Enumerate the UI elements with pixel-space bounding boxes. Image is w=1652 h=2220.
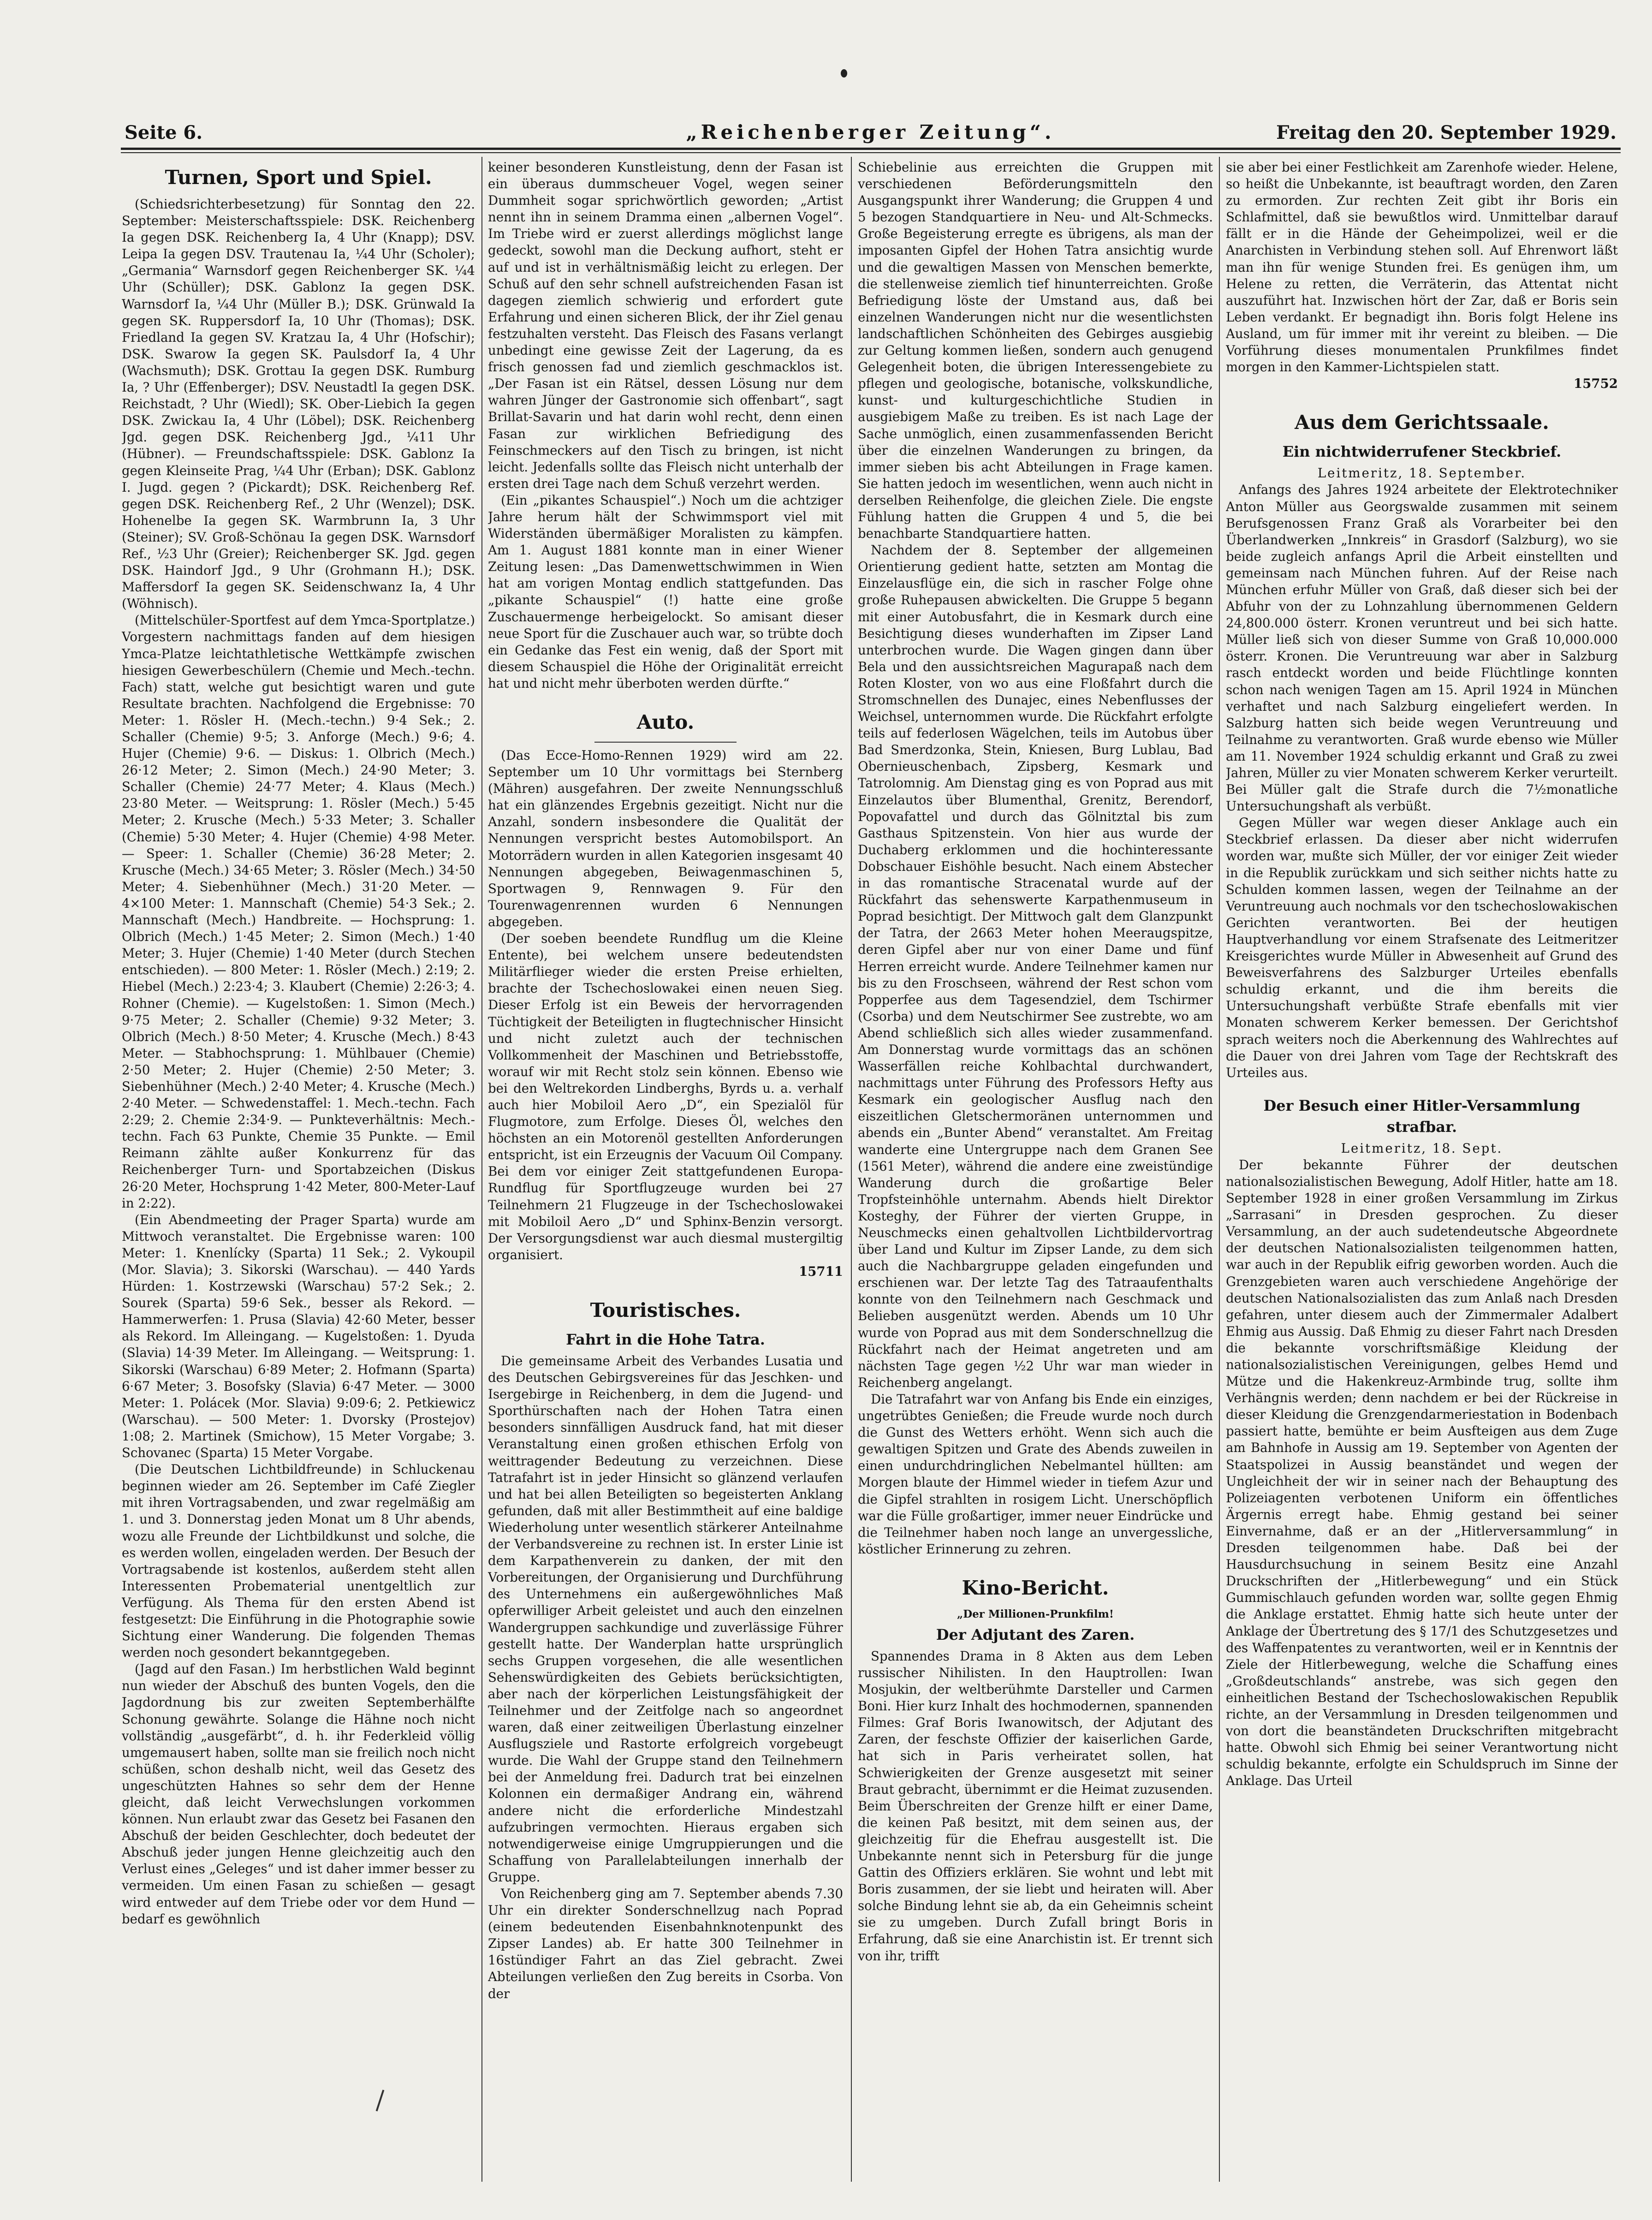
article-paragraph: Nachdem der 8. September der allgemeinen Orientierung gedient hatte, setzten am Montag die Einzelausflüge ein, die sich in rascher Folge ohne große Ruhepausen abwickelten. Die Gruppe 5 begann mit einer Autobusfahrt, die in Kesmark durch eine Besichtigung dieses wunderhaften im Zipser Land unterbrochen wurde. Die Wagen gingen dann über Bela und den aussichtsreichen Magurapaß nach dem Roten Kloster, von wo aus eine Floßfahrt durch die Stromschnellen des Dunajec, eines Nebenflusses der Weichsel, unternommen wurde. Die Rückfahrt erfolgte teils auf federlosen Wägelchen, teils im Autobus über Bad Smerdzonka, Stein, Kniesen, Burg Lublau, Bad Obernieuschenbach, Zipsberg, Kesmark und Tatrolomnig. Am Dienstag ging es von Poprad aus mit Einzelautos über Blumenthal, Grenitz, Berendorf, Popovafattel und durch das Gölnitztal bis zum Gasthaus Spitzenstein. Von hier aus wurde der Duchaberg erklommen und die hochinteressante Dobschauer Eishöhle besucht. Nach einem Abstecher in das romantische Stracenatal wurde auf der Rückfahrt das sehenswerte Karpathenmuseum in Poprad besichtigt. Der Mittwoch galt dem Glanzpunkt der Tatra, der 2663 Meter hohen Meeraugspitze, deren Gipfel aber nur von einer Dame und fünf Herren erreicht wurde. Andere Teilnehmer kamen nur bis zu den Froschseen, während der Rest schon vom Popperfee aus dem Tagesendziel, dem Tschirmer (Csorba) und dem Neutschirmer See zustrebte, wo am Abend schließlich sich alles wieder zusammenfand. Am Donnerstag wurde vormittags das an schönen Wasserfällen reiche Kohlbachtal durchwandert, nachmittags unter Führung des Professors Hefty aus Kesmark ein geologischer Ausflug nach den eiszeitlichen Gletschermoränen unternommen und abends ein „Bunter Abend“ veranstaltet. Am Freitag wanderte eine Untergruppe nach dem Granen See (1561 Meter), während die andere eine zweistündige Wanderung durch die großartige Beler Tropfsteinhöhle unternahm. Abends hielt Direktor Kosteghy, der Führer der vierten Gruppe, in Neuschmecks einen gehaltvollen Lichtbildervortrag über Land und Kultur im Zipser Lande, zu dem sich auch die Nachbargruppe geladen eingefunden und erschienen war. Der letzte Tag des Tatraaufenthalts konnte von den Teilnehmern nach Geschmack und Belieben ausgenützt werden. Abends um 10 Uhr wurde von Poprad aus mit dem Sonderschnellzug die Rückfahrt nach der Heimat angetreten und am nächsten Tage gegen ½2 Uhr war man wieder in Reichenberg angelangt. [858, 542, 1213, 1390]
article-paragraph: Der bekannte Führer der deutschen nationalsozialistischen Bewegung, Adolf Hitler, hatte am 18. September 1928 in einer großen Versammlung im Zirkus „Sarrasani“ in Dresden gesprochen. Zu dieser Versammlung, an der auch sudetendeutsche Abgeordnete der deutschen Nationalsozialisten teilgenommen hatten, war auch in der Republik eifrig geworben worden. Auch die Grenzgebieten waren auch verschiedene Angehörige der deutschen Nationalsozialisten das zum Anlaß nach Dresden gefahren, unter diesem auch der Zimmermaler Adalbert Ehmig aus Aussig. Daß Ehmig zu dieser Fahrt nach Dresden die bekannte vorschriftsmäßige Kleidung der nationalsozialistischen Vereinigungen, gelbes Hemd und Mütze und die Hakenkreuz-Armbinde trug, sollte ihm Verhängnis werden; denn nachdem er bei der Rückreise in dieser Kleidung die Grenzgendarmeriestation in Bodenbach passiert hatte, bemühte er beim Ausfteigen aus dem Zuge am Bahnhofe in Aussig am 19. September von Agenten der Staatspolizei in Aussig beanständet und wegen der Ungleichheit der wir in seiner nach der Behauptung des Polizeiagenten verbotenen Uniform ein öffentliches Ärgernis erregt habe. Ehmig gestand bei seiner Einvernahme, daß er an der „Hitlerversammlung“ in Dresden teilgenommen habe. Daß bei der Hausdurchsuchung in seinem Besitz eine Anzahl Druckschriften der „Hitlerbewegung“ und ein Stück Gummischlauch gefunden worden war, sollte gegen Ehmig die Anklage erstattet. Ehmig hatte sich heute unter der Anklage der Übertretung des § 17/1 des Schutzgesetzes und des Waffenpatentes zu verantworten, weil er in Kenntnis der Ziele der Hitlerbewegung, welche die Schaffung eines „Großdeutschlands“ anstrebe, was sich gegen den einheitlichen Bestand der Tschechoslowakischen Republik richte, an der Versammlung in Dresden teilgenommen und von dort die beanständeten Druckschriften mitgebracht hatte. Obwohl sich Ehmig bei seiner Verantwortung nicht schuldig bekannte, erfolgte ein Schuldspruch im Sinne der Anklage. Das Urteil [1226, 1157, 1618, 1789]
article-headline: Der Adjutant des Zaren. [936, 1625, 1135, 1643]
article-paragraph: (Das Ecce-Homo-Rennen 1929) wird am 22. September um 10 Uhr vormittags bei Sternberg (Mähren) ausgefahren. Der zweite Nennungsschluß hat ein glänzendes Ergebnis gezeitigt. Nicht nur die Anzahl, sondern insbesondere die Qualität der Nennungen verspricht bestes Automobilsport. An Motorrädern wurden in allen Kategorien insgesamt 40 Nennungen abgegeben, Beiwagenmaschinen 5, Sportwagen 9, Rennwagen 9. Für den Tourenwagenrennen wurden 6 Nennungen abgegeben. [488, 748, 843, 929]
article-paragraph: Die Tatrafahrt war von Anfang bis Ende ein einziges, ungetrübtes Genießen; die Freude wurde noch durch die Gunst des Wetters erhöht. Wenn sich auch die gewaltigen Spitzen und Grate des Abends zuweilen in einen undurchdringlichen Nebelmantel hüllten: am Morgen blaute der Himmel wieder in tiefem Azur und die Gipfel strahlten in rosigem Licht. Unerschöpflich war die Fülle großartiger, immer neuer Eindrücke und die Teilnehmer haben noch lange an unvergessliche, köstlicher Erinnerung zu zehren. [858, 1391, 1213, 1557]
column-4 [1226, 159, 1618, 2175]
section-heading-sport: Turnen, Sport und Spiel. [165, 166, 432, 189]
article-paragraph: (Mittelschüler-Sportfest auf dem Ymca-Sportplatze.) Vorgestern nachmittags fanden auf dem hiesigen Ymca-Platze leichtathletische Wettkämpfe zwischen hiesigen Gewerbeschülern (Chemie und Mech.-techn. Fach) statt, welche gut besichtigt waren und gute Resultate brachten. Nachfolgend die Ergebnisse: 70 Meter: 1. Rösler H. (Mech.-techn.) 9·4 Sek.; 2. Schaller (Chemie) 9·5; 3. Anforge (Mech.) 9·6; 4. Hujer (Chemie) 9·6. — Diskus: 1. Olbrich (Mech.) 26·12 Meter; 2. Simon (Mech.) 24·90 Meter; 3. Schaller (Chemie) 24·77 Meter; 4. Klaus (Mech.) 23·80 Meter. — Weitsprung: 1. Rösler (Mech.) 5·45 Meter; 2. Krusche (Mech.) 5·33 Meter; 3. Schaller (Chemie) 5·30 Meter; 4. Hujer (Chemie) 4·98 Meter. — Speer: 1. Schaller (Chemie) 36·28 Meter; 2. Krusche (Mech.) 34·65 Meter; 3. Rösler (Mech.) 34·50 Meter; 4. Siebenhühner (Mech.) 31·20 Meter. — 4×100 Meter: 1. Mannschaft (Chemie) 54·3 Sek.; 2. Mannschaft (Mech.) Handbreite. — Hochsprung: 1. Olbrich (Mech.) 1·45 Meter; 2. Simon (Mech.) 1·40 Meter; 3. Hujer (Chemie) 1·40 Meter (durch Stechen entschieden). — 800 Meter: 1. Rösler (Mech.) 2:19; 2. Hiebel (Mech.) 2:23·4; 3. Klaubert (Chemie) 2:26·3; 4. Rohner (Chemie). — Kugelstoßen: 1. Simon (Mech.) 9·75 Meter; 2. Schaller (Chemie) 9·32 Meter; 3. Olbrich (Mech.) 8·50 Meter; 4. Krusche (Mech.) 8·43 Meter. — Stabhochsprung: 1. Mühlbauer (Chemie) 2·50 Meter; 2. Hujer (Chemie) 2·50 Meter; 3. Siebenhühner (Mech.) 2·40 Meter; 4. Krusche (Mech.) 2·40 Meter. — Schwedenstaffel: 1. Mech.-techn. Fach 2:29; 2. Chemie 2:34·9. — Punkteverhältnis: Mech.-techn. Fach 63 Punkte, Chemie 35 Punkte. — Emil Reimann zählte außer Konkurrenz für das Reichenberger Turn- und Sportabzeichen (Diskus 26·20 Meter, Hochsprung 1·42 Meter, 800-Meter-Lauf in 2:22). [122, 613, 475, 1211]
article-paragraph: Anfangs des Jahres 1924 arbeitete der Elektrotechniker Anton Müller aus Georgswalde zusammen mit seinem Berufsgenossen Franz Graß als Vorarbeiter bei den Überlandwerken „Innkreis“ in Grasdorf (Salzburg), wo sie beide zugleich anfangs April die Arbeit einstellten und gemeinsam nach München fuhren. Auf der Reise nach München erfuhr Müller von Graß, daß dieser sich bei der Abfuhr von der zu Lohnzahlung übernommenen Geldern 24,800.000 österr. Kronen veruntreut und bei sich hatte. Müller ließ sich von dieser Summe von Graß 10,000.000 österr. Kronen. Die Veruntreuung war aber in Salzburg rasch entdeckt worden und beide Flüchtlinge konnten schon nach wenigen Tagen am 15. April 1924 in München verhaftet und nach Salzburg eingeliefert werden. In Salzburg hatten sich beide wegen Veruntreuung und Teilnahme zu verantworten. Graß wurde ebenso wie Müller am 11. November 1924 schuldig erkannt und Graß zu zwei Jahren, Müller zu vier Monaten schwerem Kerker verurteilt. Bei Müller galt die Strafe durch die 7½monatliche Untersuchungshaft als verbüßt. [1226, 482, 1618, 814]
article-headline: Fahrt in die Hohe Tatra. [566, 1331, 765, 1348]
article-paragraph: (Schiedsrichterbesetzung) für Sonntag den 22. September: Meisterschaftsspiele: DSK. Reichenberg Ia gegen DSK. Reichenberg Ia, 4 Uhr (Knapp); DSV. Leipa Ia gegen DSV. Trautenau Ia, ¼4 Uhr (Scholer); „Germania“ Warnsdorf gegen Reichenberger SK. ¼4 Uhr (Schüller); DSK. Gablonz Ia gegen DSK. Warnsdorf Ia, ¼4 Uhr (Müller B.); DSK. Grünwald Ia gegen SK. Ruppersdorf Ia, 10 Uhr (Thomas); DSK. Friedland Ia gegen SV. Kratzau Ia, 4 Uhr (Hofschir); DSK. Swarow Ia gegen SK. Paulsdorf Ia, 4 Uhr (Wachsmuth); DSK. Grottau Ia gegen DSK. Rumburg Ia, ? Uhr (Effenberger); DSV. Neustadtl Ia gegen DSK. Reichstadt, ? Uhr (Wiedl); SK. Ober-Liebich Ia gegen DSK. Zwickau Ia, 4 Uhr (Löbel); DSK. Reichenberg Jgd. gegen DSK. Reichenberg Jgd., ¼11 Uhr (Hübner). — Freundschaftsspiele: DSK. Gablonz Ia gegen Kleinseite Prag, ¼4 Uhr (Erban); DSK. Gablonz I. Jugd. gegen ? (Pickardt); DSK. Reichenberg Ref. gegen DSK. Reichenberg Ref., 2 Uhr (Wenzel); DSK. Hohenelbe Ia gegen SK. Warmbrunn Ia, 3 Uhr (Steiner); SV. Groß-Schönau Ia gegen DSK. Warnsdorf Ref., ½3 Uhr (Greier); Reichenberger SK. Jgd. gegen DSK. Haindorf Jgd., 9 Uhr (Grohmann H.); DSK. Maffersdorf Ia gegen SK. Seidenschwanz Ia, 4 Uhr (Wöhnisch). [122, 196, 475, 612]
article-kicker: „Der Millionen-Prunkfilm! [957, 1607, 1114, 1620]
heading-rule [594, 742, 737, 743]
article-dateline: Leitmeritz, 18. Sept. [1341, 1140, 1503, 1156]
section-heading-court: Aus dem Gerichtssaale. [1295, 411, 1549, 434]
issue-date: Freitag den 20. September 1929. [1276, 122, 1616, 143]
section-heading-cinema: Kino-Bericht. [962, 1576, 1109, 1599]
article-paragraph: Von Reichenberg ging am 7. September abends 7.30 Uhr ein direkter Sonderschnellzug nach Poprad (einem bedeutenden Eisenbahnknotenpunkt des Zipser Landes) ab. Er hatte 300 Teilnehmer in 16stündiger Fahrt an das Ziel gebracht. Zwei Abteilungen verließen den Zug bereits in Csorba. Von der [488, 1886, 843, 2001]
column-divider [1219, 157, 1220, 2182]
article-paragraph: Gegen Müller war wegen dieser Anklage auch ein Steckbrief erlassen. Da dieser aber nicht widerrufen worden war, mußte sich Müller, der vor einiger Zeit wieder in die Republik zurückkam und sich seither nichts hatte zu Schulden kommen lassen, wegen der Teilnahme an der Veruntreuung auch nochmals vor den tschechoslowakischen Gerichten verantworten. Bei der heutigen Hauptverhandlung vor einem Strafsenate des Leitmeritzer Kreisgerichtes wurde Müller in Abwesenheit auf Grund des Beweisverfahrens des Salzburger Urteiles ebenfalls schuldig erkannt, und die ihm bereits die Untersuchungshaft verbüßte Strafe ebenfalls mit vier Monaten schwerem Kerker bemessen. Der Gerichtshof sprach weiters noch die Aberkennung des Wahlrechtes auf die Dauer von drei Jahren vom Tage der Rechtskraft des Urteiles aus. [1226, 815, 1618, 1080]
ad-code: 15752 [1574, 376, 1618, 392]
page-top-mark [841, 69, 847, 77]
column-2 [488, 159, 843, 2175]
article-headline: Der Besuch einer Hitler-Versammlung strafbar. [1263, 1096, 1581, 1136]
article-paragraph: (Jagd auf den Fasan.) Im herbstlichen Wald beginnt nun wieder der Abschuß des bunten Vogels, den die Jagdordnung bis zur zweiten Septemberhälfte Schonung gewährte. Solange die Hähne noch nicht vollständig „ausgefärbt“, d. h. ihr Federkleid völlig umgemausert haben, sollte man sie freilich noch nicht schüßen, schon deshalb nicht, weil das Gesetz des ungeschützten Hahnes so sehr dem der Henne gleicht, daß leicht Verwechslungen vorkommen können. Nun erlaubt zwar das Gesetz bei Fasanen den Abschuß der beiden Geschlechter, doch bedeutet der Abschuß jeder jungen Henne gleichzeitig auch den Verlust eines „Geleges“ und ist daher immer besser zu vermeiden. Um einen Fasan zu schießen — gesagt wird entweder auf dem Triebe oder vor dem Hund — bedarf es gewöhnlich [122, 1661, 475, 1927]
section-heading-tourism: Touristisches. [590, 1299, 741, 1321]
header-rule-thin [121, 152, 1621, 153]
column-1 [122, 159, 475, 2175]
column-divider [481, 157, 482, 2182]
article-paragraph: (Der soeben beendete Rundflug um die Kleine Entente), bei welchem unsere bedeutendsten Militärflieger wieder die ersten Preise erhielten, brachte der Tschechoslowakei einen neuen Sieg. Dieser Erfolg ist ein Beweis der hervorragenden Tüchtigkeit der Beteiligten in flugtechnischer Hinsicht und nicht zuletzt auch der technischen Vollkommenheit der Maschinen und Betriebsstoffe, worauf wir mit Recht stolz sein können. Ebenso wie bei den Weltrekorden Lindberghs, Byrds u. a. verhalf auch hier Mobiloil Aero „D“, ein Spezialöl für Flugmotore, zum Erfolge. Dieses Öl, welches den höchsten an ein Motorenöl gestellten Anforderungen entspricht, ist ein Erzeugnis der Vacuum Oil Company. Bei dem vor einiger Zeit stattgefundenen Europa-Rundflug für Sportflugzeuge wurden bei 27 Teilnehmern 21 Flugzeuge in der Tschechoslowakei mit Mobiloil Aero „D“ und Sphinx-Benzin versorgt. Der Versorgungsdienst war auch diesmal mustergiltig organisiert. [488, 931, 843, 1262]
header-rule [121, 148, 1621, 150]
section-heading-auto: Auto. [636, 711, 695, 733]
article-dateline: Leitmeritz, 18. September. [1317, 465, 1527, 481]
ad-code: 15711 [799, 1263, 843, 1279]
column-divider [851, 157, 852, 2182]
article-paragraph: Spannendes Drama in 8 Akten aus dem Leben russischer Nihilisten. In den Hauptrollen: Iwan Mosjukin, der weltberühmte Darsteller und Carmen Boni. Hier kurz Inhalt des hochmodernen, spannenden Filmes: Graf Boris Iwanowitsch, der Adjutant des Zaren, der feschste Offizier der kaiserlichen Garde, hat sich in Paris verheiratet sollen, hat Schwierigkeiten der Grenze ausgesetzt mit seiner Braut gebracht, übernimmt er die Heimat zuzusenden. Beim Überschreiten der Grenze hilft er einer Dame, die keinen Paß besitzt, mit dem seinen aus, der gleichzeitig für die Ehefrau ausgestellt ist. Die Unbekannte nennt sich in Petersburg für die junge Gattin des Offiziers erklären. Sie wohnt und lebt mit Boris zusammen, der sie liebt und heiraten will. Aber solche Bindung lehnt sie ab, da ein Geheimnis scheint sie zu umgeben. Durch Zufall bringt Boris in Erfahrung, daß sie eine Anarchistin ist. Er trennt sich von ihr, trifft [858, 1648, 1213, 1964]
article-paragraph: sie aber bei einer Festlichkeit am Zarenhofe wieder. Helene, so heißt die Unbekannte, ist beauftragt worden, den Zaren zu ermorden. Zur rechten Zeit gibt ihr Boris ein Schlafmittel, daß sie bewußtlos wird. Unmittelbar darauf fällt er in die Hände der Geheimpolizei, weil er die Anarchisten in Verbindung stehen soll. Auf Ehrenwort läßt man ihn für wenige Stunden frei. Es genügen ihm, um Helene zu retten, die Verräterin, das Attentat nicht auszuführt hat. Inzwischen hört der Zar, daß er Boris sein Leben verdankt. Er begnadigt ihn. Boris folgt Helene ins Ausland, um für immer mit ihr vereint zu bleiben. — Die Vorführung dieses monumentalen Prunkfilmes findet morgen in den Kammer-Lichtspielen statt. [1226, 160, 1618, 375]
page-header [125, 119, 1616, 147]
column-3 [858, 159, 1213, 2175]
article-paragraph: (Ein Abendmeeting der Prager Sparta) wurde am Mittwoch veranstaltet. Die Ergebnisse waren: 100 Meter: 1. Knenlícky (Sparta) 11 Sek.; 2. Vykoupil (Mor. Slavia); 3. Sikorski (Warschau). — 440 Yards Hürden: 1. Kostrzewski (Warschau) 57·2 Sek.; 2. Sourek (Sparta) 59·6 Sek., besser als Rekord. — Hammerwerfen: 1. Prusa (Slavia) 42·60 Meter, besser als Rekord. Im Alleingang. — Kugelstoßen: 1. Dyuda (Slavia) 14·39 Meter. Im Alleingang. — Weitsprung: 1. Sikorski (Warschau) 6·89 Meter; 2. Hofmann (Sparta) 6·67 Meter; 3. Bosofsky (Slavia) 6·47 Meter. — 3000 Meter: 1. Polácek (Mor. Slavia) 9:09·6; 2. Petkiewicz (Warschau). — 500 Meter: 1. Dvorsky (Prostejov) 1:08; 2. Martinek (Smichow), 15 Meter Vorgabe; 3. Schovanec (Sparta) 15 Meter Vorgabe. [122, 1212, 475, 1461]
article-headline: Ein nichtwiderrufener Steckbrief. [1282, 443, 1562, 461]
article-paragraph: (Ein „pikantes Schauspiel“.) Noch um die achtziger Jahre herum hält der Schwimmsport viel mit Widerständen übermäßiger Moralisten zu kämpfen. Am 1. August 1881 konnte man in einer Wiener Zeitung lesen: „Das Damenwettschwimmen in Wien hat am vorigen Montag endlich stattgefunden. Das „pikante Schauspiel“ (!) hatte eine große Zuschauermenge herbeigelockt. So amisant dieser neue Sport für die Zuschauer auch war, so trübte doch ein Gedanke das Fest ein wenig, daß der Sport mit diesem Schauspiel die Höhe der Originalität erreicht hat und nicht mehr überboten werden dürfte.“ [488, 492, 843, 691]
article-paragraph: Schiebelinie aus erreichten die Gruppen mit verschiedenen Beförderungsmitteln den Ausgangspunkt ihrer Wanderung; die Gruppen 4 und 5 bezogen Standquartiere in Neu- und Alt-Schmecks. Große Begeisterung erregte es übrigens, als man der imposanten Gipfel der Hohen Tatra ansichtig wurde und die gewaltigen Massen von Menschen bemerkte, die stellenweise ziemlich tief hinunterreichten. Große Befriedigung löste der Umstand aus, daß bei einzelnen Wanderungen nicht nur die wesentlichsten landschaftlichen Schönheiten des Gebirges ausgiebig zur Geltung kommen ließen, sondern auch genugend Gelegenheit boten, die übrigen Interessengebiete zu pflegen und geologische, botanische, volkskundliche, kunst- und kulturgeschichtliche Studien in ausgiebigem Maße zu treiben. Es ist nach Lage der Sache unmöglich, einen zusammenfassenden Bericht über die einzelnen Wanderungen zu bringen, da immer sieben bis acht Abteilungen in Frage kamen. Sie hatten jedoch im wesentlichen, wenn auch nicht in derselben Reihenfolge, die gleichen Ziele. Die engste Fühlung hatten die Gruppen 4 und 5, die bei benachbarte Standquartiere hatten. [858, 160, 1213, 542]
article-paragraph: (Die Deutschen Lichtbildfreunde) in Schluckenau beginnen wieder am 26. September im Café Ziegler mit ihren Vortragsabenden, und zwar regelmäßig am 1. und 3. Donnerstag jeden Monat um 8 Uhr abends, wozu alle Freunde der Lichtbildkunst und solche, die es werden wollen, eingeladen werden. Der Besuch der Vortragsabende ist kostenlos, außerdem steht allen Interessenten Probematerial unentgeltlich zur Verfügung. Als Thema für den ersten Abend ist festgesetzt: Die Einführung in die Photographie sowie Sichtung einer Wanderung. Die folgenden Themas werden noch gesondert bekanntgegeben. [122, 1462, 475, 1661]
article-paragraph: Die gemeinsame Arbeit des Verbandes Lusatia und des Deutschen Gebirgsvereines für das Jeschken- und Isergebirge in Reichenberg, in dem die Jugend- und Sporthürschaften nach der Hohen Tatra einen besonders sinnfälligen Ausdruck fand, hat mit dieser Veranstaltung einen großen ethischen Erfolg von weittragender Bedeutung zu verzeichnen. Diese Tatrafahrt ist in jeder Hinsicht so glänzend verlaufen und hat bei allen Beteiligten so begeisterten Anklang gefunden, daß mit aller Bestimmtheit auf eine baldige Wiederholung unter wesentlich stärkerer Anteilnahme der Verbandsvereine zu rechnen ist. In erster Linie ist dem Karpathenverein zu danken, der mit den Vorbereitungen, der Organisierung und Durchführung des Unternehmens ein außergewöhnliches Maß opferwilliger Arbeit geleistet und auch den einzelnen Wandergruppen sachkundige und zuverlässige Führer gestellt hatte. Der Wanderplan hatte ursprünglich sechs Gruppen vorgesehen, die alle wesentlichen Sehenswürdigkeiten des Gebiets berücksichtigten, aber nach der körperlichen Leistungsfähigkeit der Teilnehmer und der Zeitfolge nach so angeordnet waren, daß einer zeitweiligen Überlastung einzelner Ausflugsziele und Rastorte erfolgreich vorgebeugt wurde. Die Wahl der Gruppe stand den Teilnehmern bei der Anmeldung frei. Dadurch trat bei einzelnen Kolonnen ein dermaßiger Andrang ein, während andere nicht die erforderliche Mindestzahl aufzubringen vermochten. Hieraus ergaben sich notwendigerweise einige Umgruppierungen und die Schaffung von Parallelabteilungen innerhalb der Gruppe. [488, 1353, 843, 1885]
page-number: Seite 6. [125, 122, 203, 143]
newspaper-title: „Reichenberger Zeitung“. [686, 121, 1055, 143]
article-paragraph: keiner besonderen Kunstleistung, denn der Fasan ist ein überaus dummscheuer Vogel, wegen seiner Dummheit sogar sprichwörtlich geworden; „Artist nennt ihn in seinem Dramma einen „albernen Vogel“. Im Triebe wird er zuerst allerdings möglichst lange gedeckt, sowohl man die Deckung aufhort, steht er auf und ist in verhältnismäßig leicht zu erlegen. Der Schuß auf den sehr schnell aufstreichenden Fasan ist dagegen ziemlich schwierig und erfordert gute Erfahrung und einen sicheren Blick, der ihr Ziel genau festzuhalten versteht. Das Fleisch des Fasans verlangt unbedingt eine gewisse Zeit der Lagerung, da es frisch genossen fad und ziemlich geschmacklos ist. „Der Fasan ist ein Rätsel, dessen Lösung nur dem wahren Jünger der Gastronomie sich offenbart“, sagt Brillat-Savarin und hat darin wohl recht, denn einen Fasan zur wirklichen Befriedigung des Feinschmeckers auf den Tisch zu bringen, ist nicht leicht. Jedenfalls sollte das Fleisch nicht unterhalb der ersten drei Tage nach dem Schuß verzehrt werden. [488, 160, 843, 491]
